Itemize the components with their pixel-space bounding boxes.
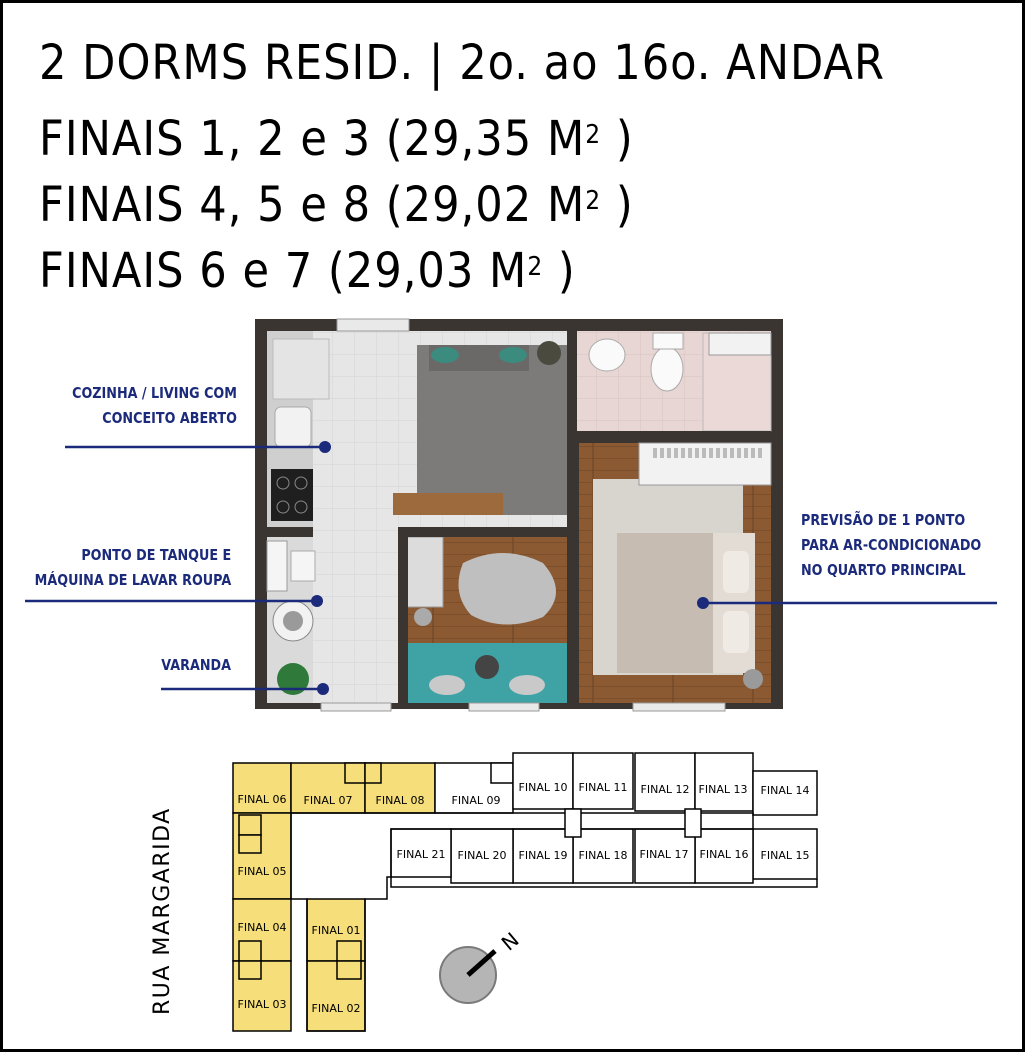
laundry-callout: PONTO DE TANQUE E MÁQUINA DE LAVAR ROUPA [34,546,231,589]
unit-final-12 [635,753,695,811]
title-line-1: 2 DORMS RESID. | 2o. ao 16o. ANDAR [39,35,885,91]
unit-label-u06: FINAL 06 [237,793,287,806]
unit-label-u13: FINAL 13 [698,783,748,796]
unit-label-u03: FINAL 03 [237,998,287,1011]
unit-label-u17: FINAL 17 [639,848,689,861]
title-line-2: FINAIS 1, 2 e 3 (29,35 $M^2$ ) [39,111,634,167]
unit-label-u18: FINAL 18 [578,849,628,862]
unit-final-13 [695,753,753,811]
street-label: RUA MARGARIDA [150,807,175,1015]
unit-label-u04: FINAL 04 [237,921,287,934]
unit-label-u12: FINAL 12 [640,783,690,796]
unit-label-u15: FINAL 15 [760,849,810,862]
kitchen-callout: COZINHA / LIVING COM CONCEITO ABERTO [72,384,237,427]
site-plan [3,3,1022,1049]
north-label: N [496,927,524,956]
unit-label-u02: FINAL 02 [311,1002,361,1015]
unit-label-u09: FINAL 09 [451,794,501,807]
unit-label-u19: FINAL 19 [518,849,568,862]
unit-label-u21: FINAL 21 [396,848,446,861]
ac-callout: PREVISÃO DE 1 PONTO PARA AR-CONDICIONADO NO QUARTO PRINCIPAL [801,511,982,579]
unit-label-u08: FINAL 08 [375,794,425,807]
unit-label-u14: FINAL 14 [760,784,810,797]
title-line-3: FINAIS 4, 5 e 8 (29,02 $M^2$ ) [39,177,634,233]
unit-label-u01: FINAL 01 [311,924,361,937]
balcony-callout: VARANDA [161,656,231,674]
unit-label-u20: FINAL 20 [457,849,507,862]
unit-label-u07: FINAL 07 [303,794,353,807]
unit-label-u10: FINAL 10 [518,781,568,794]
unit-label-u16: FINAL 16 [699,848,749,861]
unit-label-u11: FINAL 11 [578,781,628,794]
unit-label-u05: FINAL 05 [237,865,287,878]
title-line-4: FINAIS 6 e 7 (29,03 $M^2$ ) [39,243,576,299]
